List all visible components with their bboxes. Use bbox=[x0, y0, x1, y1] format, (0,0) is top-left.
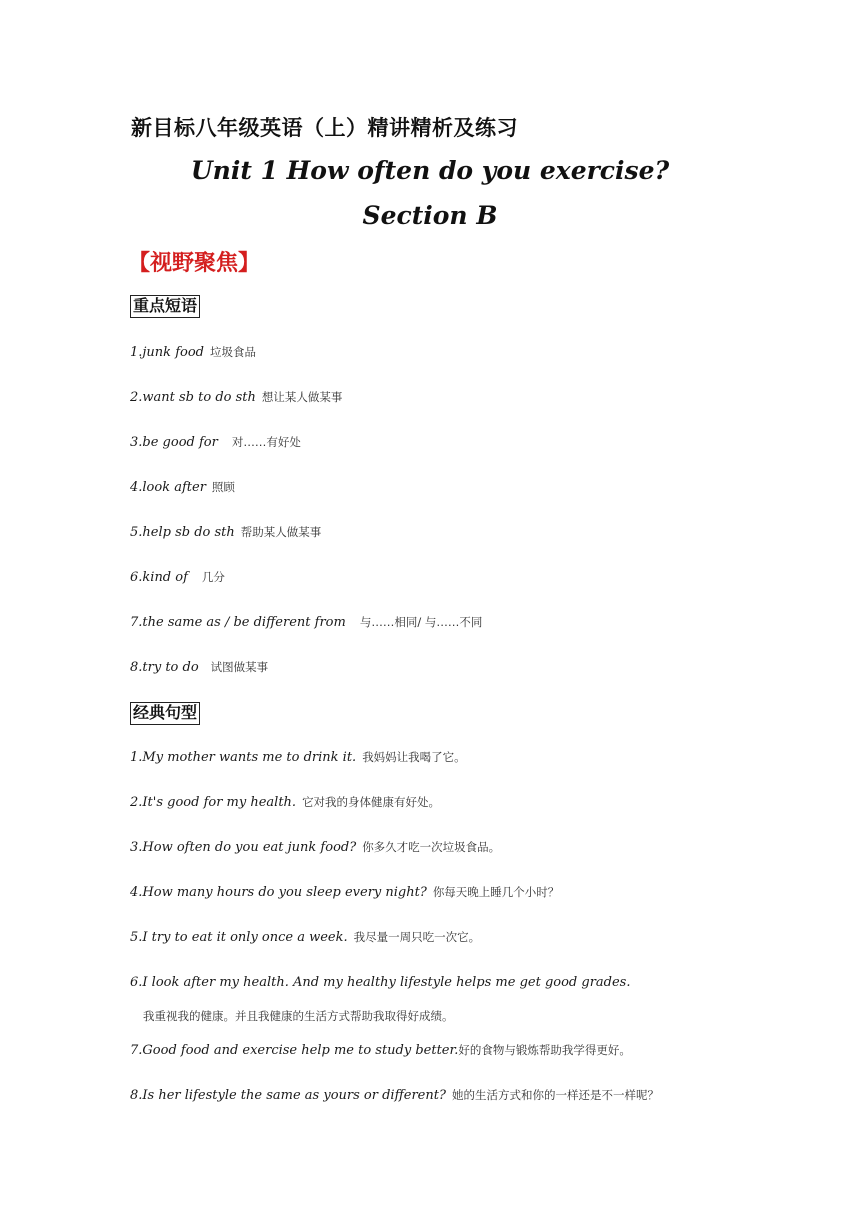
sentence-item bbox=[130, 748, 466, 767]
phrase-item bbox=[130, 433, 301, 452]
focus-heading: 【视野聚焦】 bbox=[128, 251, 261, 276]
phrase-item bbox=[130, 343, 256, 362]
phrase-english: 1.junk food bbox=[130, 345, 204, 360]
phrase-item bbox=[130, 388, 342, 407]
phrase-english: 4.look after bbox=[130, 480, 206, 495]
sentence-english: 3.How often do you eat junk food? bbox=[130, 840, 357, 855]
phrase-english: 7.the same as / be different from bbox=[130, 615, 346, 630]
sentence-english: 8.Is her lifestyle the same as yours or different? bbox=[130, 1088, 446, 1103]
phrase-chinese: 垃圾食品 bbox=[209, 345, 256, 359]
phrase-item bbox=[130, 523, 321, 542]
sentence-english: 4.How many hours do you sleep every night? bbox=[130, 885, 427, 900]
sentence-chinese: 她的生活方式和你的一样还是不一样呢？ bbox=[451, 1088, 659, 1102]
phrase-item bbox=[130, 568, 225, 587]
sentence-chinese: 你多久才吃一次垃圾食品。 bbox=[362, 840, 501, 854]
sentence-english: 5.I try to eat it only once a week. bbox=[130, 930, 348, 945]
phrase-english: 3.be good for bbox=[130, 435, 218, 450]
sentence-chinese: 它对我的身体健康有好处。 bbox=[302, 795, 441, 809]
phrase-english: 2.want sb to do sth bbox=[130, 390, 256, 405]
sentence-item bbox=[130, 838, 500, 857]
document-title: 新目标八年级英语（上）精讲精析及练习 bbox=[131, 116, 518, 140]
sentence-item bbox=[130, 793, 440, 812]
phrase-english: 6.kind of bbox=[130, 570, 188, 585]
sentence-chinese: 我尽量一周只吃一次它。 bbox=[353, 930, 481, 944]
phrase-chinese: 对……有好处 bbox=[231, 435, 301, 449]
sentence-item bbox=[130, 1086, 659, 1105]
sentence-item bbox=[130, 1041, 631, 1060]
sentence-chinese: 你每天晚上睡几个小时？ bbox=[432, 885, 560, 899]
unit-title: Unit 1 How often do you exercise? bbox=[190, 156, 670, 185]
sentence-chinese: 我重视我的健康。并且我健康的生活方式帮助我取得好成绩。 bbox=[143, 1009, 454, 1023]
sentence-english: 2.It's good for my health. bbox=[130, 795, 297, 810]
phrase-chinese: 几分 bbox=[201, 570, 225, 584]
phrase-chinese: 帮助某人做某事 bbox=[240, 525, 322, 539]
sentence-english: 7.Good food and exercise help me to study better. bbox=[130, 1043, 459, 1058]
phrase-item bbox=[130, 613, 482, 632]
phrase-english: 5.help sb do sth bbox=[130, 525, 235, 540]
classic-sentences-heading: 经典句型 bbox=[130, 702, 200, 725]
sentence-english: 6.I look after my health. And my healthy lifestyle helps me get good grades. bbox=[130, 975, 631, 990]
phrase-item bbox=[130, 478, 235, 497]
sentence-item bbox=[130, 928, 480, 947]
sentence-english: 1.My mother wants me to drink it. bbox=[130, 750, 357, 765]
phrase-chinese: 照顾 bbox=[211, 480, 235, 494]
phrase-english: 8.try to do bbox=[130, 660, 199, 675]
sentence-chinese: 好的食物与锻炼帮助我学得更好。 bbox=[458, 1043, 631, 1057]
sentence-item bbox=[130, 883, 559, 902]
key-phrases-heading: 重点短语 bbox=[130, 295, 200, 318]
sentence-item bbox=[130, 973, 630, 992]
phrase-chinese: 试图做某事 bbox=[210, 660, 269, 674]
sentence-chinese: 我妈妈让我喝了它。 bbox=[362, 750, 466, 764]
phrase-chinese: 想让某人做某事 bbox=[261, 390, 343, 404]
phrase-chinese: 与……相同/ 与……不同 bbox=[359, 615, 483, 629]
section-title: Section B bbox=[362, 201, 498, 230]
phrase-item bbox=[130, 658, 268, 677]
